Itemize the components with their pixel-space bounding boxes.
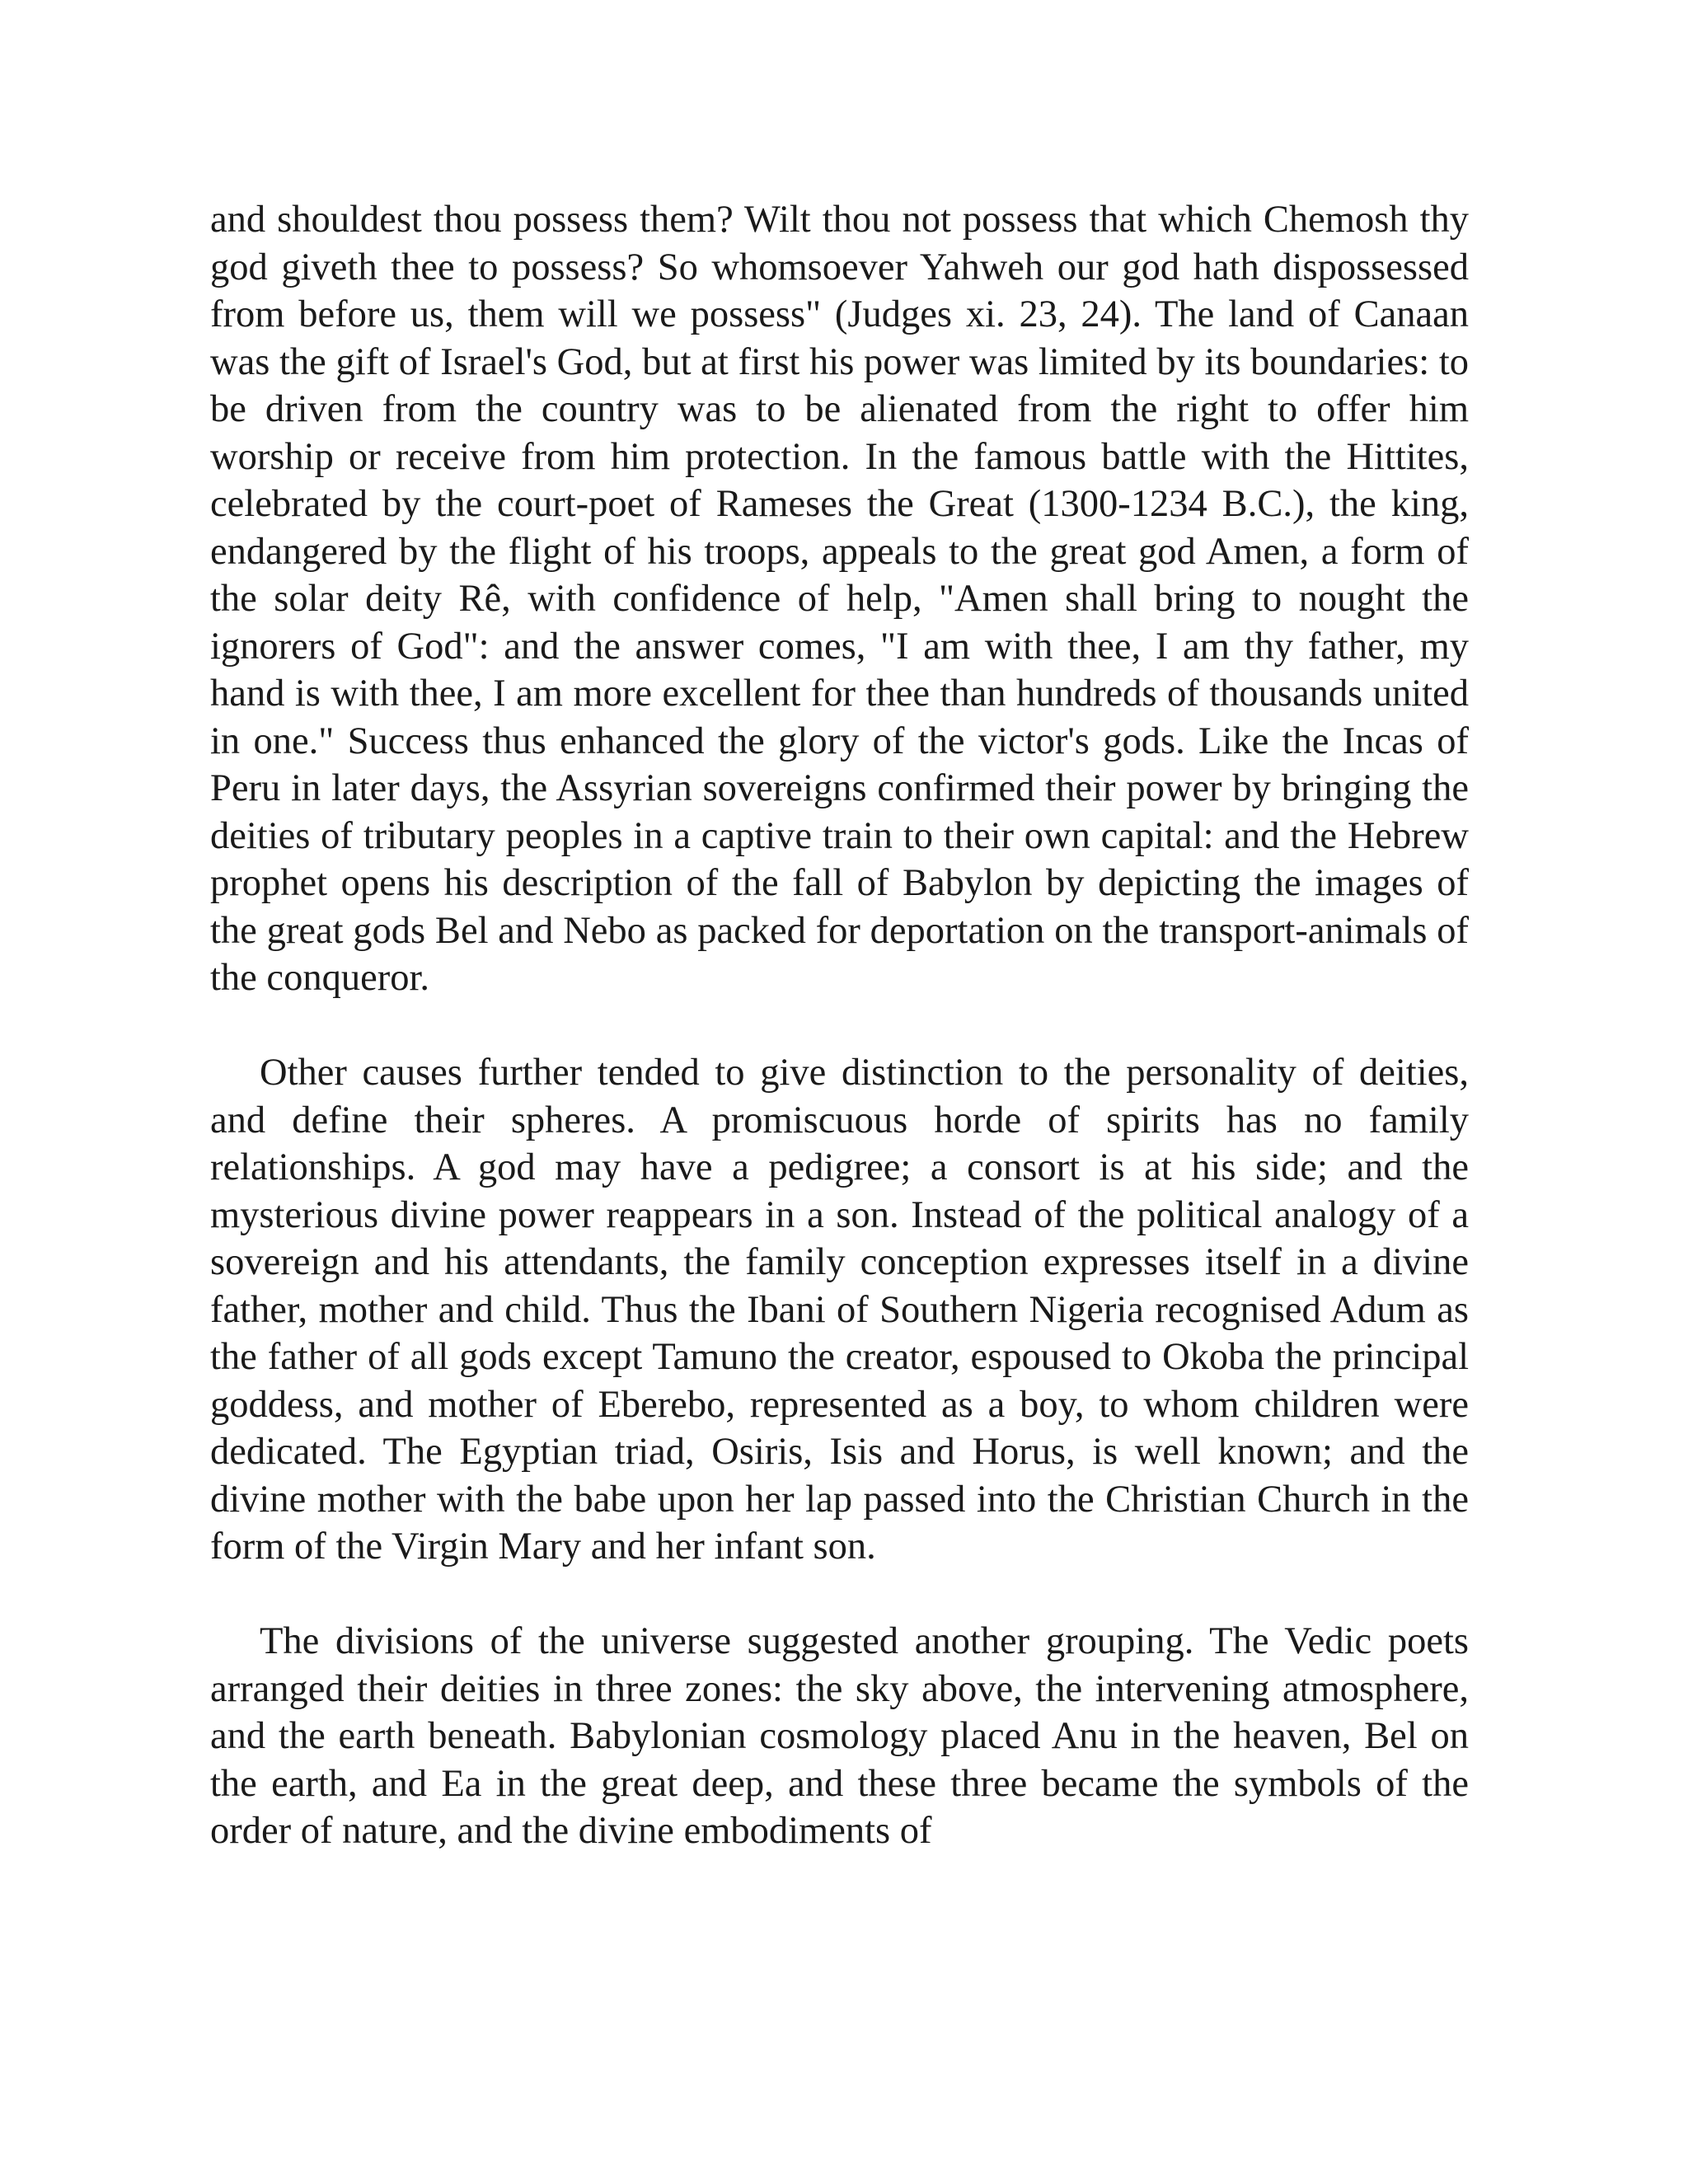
paragraph-2: Other causes further tended to give distinction to the personality of deities, and define their spheres. A promiscuous horde of spirits has no family relationships. A god may have a pedigree; a consort is at his side; and the mysterious divine power reappears in a son. Instead of the political analogy of a sovereign and his attendants, the family conception expresses itself in a divine father, mother and child. Thus the Ibani of Southern Nigeria recognised Adum as the father of all gods except Tamuno the creator, espoused to Okoba the principal goddess, and mother of Eberebo, represented as a boy, to whom children were dedicated. The Egyptian triad, Osiris, Isis and Horus, is well known; and the divine mother with the babe upon her lap passed into the Christian Church in the form of the Virgin Mary and her infant son. bbox=[210, 1052, 1469, 1568]
paragraph-1: and shouldest thou possess them? Wilt thou not possess that which Chemosh thy god giveth thee to possess? So whomsoever Yahweh our god hath dispossessed from before us, them will we possess" (Judges xi. 23, 24). The land of Canaan was the gift of Israel's God, but at first his power was limited by its boundaries: to be driven from the country was to be alienated from the right to offer him worship or receive from him protection. In the famous battle with the Hittites, celebrated by the court-poet of Rameses the Great (1300-1234 B.C.), the king, endangered by the flight of his troops, appeals to the great god Amen, a form of the solar deity Rê, with confidence of help, "Amen shall bring to nought the ignorers of God": and the answer comes, "I am with thee, I am thy father, my hand is with thee, I am more excellent for thee than hundreds of thousands united in one." Success thus enhanced the glory of the victor's gods. Like the Incas of Peru in later days, the Assyrian sovereigns confirmed their power by bringing the deities of tributary peoples in a captive train to their own capital: and the Hebrew prophet opens his description of the fall of Babylon by depicting the images of the great gods Bel and Nebo as packed for deportation on the transport-animals of the conqueror. bbox=[210, 199, 1469, 999]
paragraph-3: The divisions of the universe suggested another grouping. The Vedic poets arranged their deities in three zones: the sky above, the intervening atmosphere, and the earth beneath. Babylonian cosmology placed Anu in the heaven, Bel on the earth, and Ea in the great deep, and these three became the symbols of the order of nature, and the divine embodiments of bbox=[210, 1620, 1469, 1852]
document-page bbox=[210, 196, 1469, 1902]
